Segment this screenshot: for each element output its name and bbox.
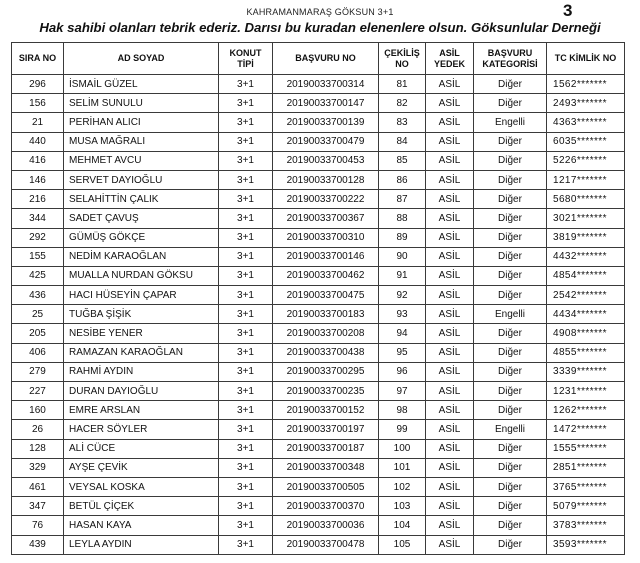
basvuru-no-cell: 20190033700147 bbox=[273, 94, 379, 113]
table-row bbox=[12, 286, 625, 305]
cekilis-no-cell: 87 bbox=[379, 190, 426, 209]
konut-tipi-cell: 3+1 bbox=[219, 228, 273, 247]
results-table bbox=[11, 42, 625, 555]
basvuru-kategorisi-cell: Diğer bbox=[474, 132, 547, 151]
ad-soyad-cell: RAHMİ AYDIN bbox=[64, 362, 219, 381]
document-header: KAHRAMANMARAŞ GÖKSUN 3+1 bbox=[246, 7, 394, 17]
asil-yedek-cell: ASİL bbox=[426, 94, 474, 113]
sira-no-cell: 155 bbox=[12, 247, 64, 266]
table-row bbox=[12, 228, 625, 247]
tc-kimlik-no-cell: 1472******* bbox=[547, 420, 625, 439]
tc-kimlik-no-cell: 3021******* bbox=[547, 209, 625, 228]
konut-tipi-cell: 3+1 bbox=[219, 94, 273, 113]
basvuru-no-cell: 20190033700128 bbox=[273, 170, 379, 189]
basvuru-kategorisi-cell: Diğer bbox=[474, 228, 547, 247]
basvuru-no-cell: 20190033700310 bbox=[273, 228, 379, 247]
tc-kimlik-no-cell: 2493******* bbox=[547, 94, 625, 113]
asil-yedek-cell: ASİL bbox=[426, 439, 474, 458]
ad-soyad-cell: ALİ CÜCE bbox=[64, 439, 219, 458]
konut-tipi-cell: 3+1 bbox=[219, 170, 273, 189]
column-header-cekilis-no: ÇEKİLİŞ NO bbox=[379, 43, 426, 75]
table-row bbox=[12, 151, 625, 170]
sira-no-cell: 76 bbox=[12, 516, 64, 535]
column-header-basvuru-kategorisi: BAŞVURU KATEGORİSİ bbox=[474, 43, 547, 75]
tc-kimlik-no-cell: 5226******* bbox=[547, 151, 625, 170]
asil-yedek-cell: ASİL bbox=[426, 420, 474, 439]
ad-soyad-cell: MUALLA NURDAN GÖKSU bbox=[64, 266, 219, 285]
ad-soyad-cell: TUĞBA ŞİŞİK bbox=[64, 305, 219, 324]
table-row bbox=[12, 247, 625, 266]
table-row bbox=[12, 209, 625, 228]
tc-kimlik-no-cell: 4854******* bbox=[547, 266, 625, 285]
basvuru-kategorisi-cell: Diğer bbox=[474, 324, 547, 343]
asil-yedek-cell: ASİL bbox=[426, 286, 474, 305]
table-row bbox=[12, 266, 625, 285]
column-header-tc-kimlik-no: TC KİMLİK NO bbox=[547, 43, 625, 75]
table-row bbox=[12, 170, 625, 189]
table-row bbox=[12, 382, 625, 401]
konut-tipi-cell: 3+1 bbox=[219, 516, 273, 535]
table-row bbox=[12, 420, 625, 439]
konut-tipi-cell: 3+1 bbox=[219, 439, 273, 458]
ad-soyad-cell: DURAN DAYIOĞLU bbox=[64, 382, 219, 401]
asil-yedek-cell: ASİL bbox=[426, 170, 474, 189]
asil-yedek-cell: ASİL bbox=[426, 75, 474, 94]
column-header-basvuru-no: BAŞVURU NO bbox=[273, 43, 379, 75]
basvuru-no-cell: 20190033700235 bbox=[273, 382, 379, 401]
ad-soyad-cell: HACI HÜSEYİN ÇAPAR bbox=[64, 286, 219, 305]
sira-no-cell: 439 bbox=[12, 535, 64, 554]
table-header-row bbox=[12, 43, 625, 75]
asil-yedek-cell: ASİL bbox=[426, 228, 474, 247]
tc-kimlik-no-cell: 4363******* bbox=[547, 113, 625, 132]
sira-no-cell: 26 bbox=[12, 420, 64, 439]
table-row bbox=[12, 516, 625, 535]
konut-tipi-cell: 3+1 bbox=[219, 266, 273, 285]
ad-soyad-cell: PERİHAN ALICI bbox=[64, 113, 219, 132]
column-header-asil-yedek: ASİL YEDEK bbox=[426, 43, 474, 75]
sira-no-cell: 227 bbox=[12, 382, 64, 401]
cekilis-no-cell: 85 bbox=[379, 151, 426, 170]
asil-yedek-cell: ASİL bbox=[426, 190, 474, 209]
basvuru-no-cell: 20190033700036 bbox=[273, 516, 379, 535]
tc-kimlik-no-cell: 1562******* bbox=[547, 75, 625, 94]
konut-tipi-cell: 3+1 bbox=[219, 190, 273, 209]
basvuru-no-cell: 20190033700367 bbox=[273, 209, 379, 228]
konut-tipi-cell: 3+1 bbox=[219, 305, 273, 324]
basvuru-kategorisi-cell: Diğer bbox=[474, 497, 547, 516]
sira-no-cell: 344 bbox=[12, 209, 64, 228]
table-row bbox=[12, 75, 625, 94]
tc-kimlik-no-cell: 1217******* bbox=[547, 170, 625, 189]
asil-yedek-cell: ASİL bbox=[426, 497, 474, 516]
tc-kimlik-no-cell: 5079******* bbox=[547, 497, 625, 516]
sira-no-cell: 128 bbox=[12, 439, 64, 458]
konut-tipi-cell: 3+1 bbox=[219, 113, 273, 132]
sira-no-cell: 279 bbox=[12, 362, 64, 381]
basvuru-kategorisi-cell: Engelli bbox=[474, 113, 547, 132]
ad-soyad-cell: SERVET DAYIOĞLU bbox=[64, 170, 219, 189]
sira-no-cell: 21 bbox=[12, 113, 64, 132]
tc-kimlik-no-cell: 2851******* bbox=[547, 458, 625, 477]
sira-no-cell: 436 bbox=[12, 286, 64, 305]
cekilis-no-cell: 86 bbox=[379, 170, 426, 189]
table-row bbox=[12, 324, 625, 343]
cekilis-no-cell: 101 bbox=[379, 458, 426, 477]
asil-yedek-cell: ASİL bbox=[426, 132, 474, 151]
tc-kimlik-no-cell: 4432******* bbox=[547, 247, 625, 266]
tc-kimlik-no-cell: 4434******* bbox=[547, 305, 625, 324]
konut-tipi-cell: 3+1 bbox=[219, 535, 273, 554]
sira-no-cell: 25 bbox=[12, 305, 64, 324]
cekilis-no-cell: 88 bbox=[379, 209, 426, 228]
sira-no-cell: 329 bbox=[12, 458, 64, 477]
ad-soyad-cell: AYŞE ÇEVİK bbox=[64, 458, 219, 477]
sira-no-cell: 461 bbox=[12, 477, 64, 496]
ad-soyad-cell: BETÜL ÇİÇEK bbox=[64, 497, 219, 516]
sira-no-cell: 292 bbox=[12, 228, 64, 247]
basvuru-kategorisi-cell: Diğer bbox=[474, 401, 547, 420]
table-body bbox=[12, 75, 625, 555]
basvuru-kategorisi-cell: Diğer bbox=[474, 535, 547, 554]
sira-no-cell: 406 bbox=[12, 343, 64, 362]
tc-kimlik-no-cell: 4908******* bbox=[547, 324, 625, 343]
basvuru-kategorisi-cell: Diğer bbox=[474, 343, 547, 362]
basvuru-kategorisi-cell: Engelli bbox=[474, 305, 547, 324]
table-row bbox=[12, 535, 625, 554]
basvuru-kategorisi-cell: Diğer bbox=[474, 516, 547, 535]
tc-kimlik-no-cell: 3819******* bbox=[547, 228, 625, 247]
basvuru-kategorisi-cell: Diğer bbox=[474, 477, 547, 496]
basvuru-no-cell: 20190033700222 bbox=[273, 190, 379, 209]
konut-tipi-cell: 3+1 bbox=[219, 286, 273, 305]
cekilis-no-cell: 95 bbox=[379, 343, 426, 362]
basvuru-no-cell: 20190033700197 bbox=[273, 420, 379, 439]
asil-yedek-cell: ASİL bbox=[426, 247, 474, 266]
konut-tipi-cell: 3+1 bbox=[219, 420, 273, 439]
cekilis-no-cell: 93 bbox=[379, 305, 426, 324]
basvuru-no-cell: 20190033700478 bbox=[273, 535, 379, 554]
cekilis-no-cell: 105 bbox=[379, 535, 426, 554]
konut-tipi-cell: 3+1 bbox=[219, 401, 273, 420]
cekilis-no-cell: 82 bbox=[379, 94, 426, 113]
table-row bbox=[12, 401, 625, 420]
konut-tipi-cell: 3+1 bbox=[219, 209, 273, 228]
cekilis-no-cell: 89 bbox=[379, 228, 426, 247]
cekilis-no-cell: 97 bbox=[379, 382, 426, 401]
sira-no-cell: 347 bbox=[12, 497, 64, 516]
cekilis-no-cell: 94 bbox=[379, 324, 426, 343]
tc-kimlik-no-cell: 2542******* bbox=[547, 286, 625, 305]
basvuru-no-cell: 20190033700348 bbox=[273, 458, 379, 477]
basvuru-no-cell: 20190033700505 bbox=[273, 477, 379, 496]
basvuru-no-cell: 20190033700187 bbox=[273, 439, 379, 458]
cekilis-no-cell: 81 bbox=[379, 75, 426, 94]
asil-yedek-cell: ASİL bbox=[426, 266, 474, 285]
sira-no-cell: 440 bbox=[12, 132, 64, 151]
sira-no-cell: 156 bbox=[12, 94, 64, 113]
asil-yedek-cell: ASİL bbox=[426, 324, 474, 343]
asil-yedek-cell: ASİL bbox=[426, 458, 474, 477]
basvuru-no-cell: 20190033700183 bbox=[273, 305, 379, 324]
table-row bbox=[12, 497, 625, 516]
cekilis-no-cell: 92 bbox=[379, 286, 426, 305]
konut-tipi-cell: 3+1 bbox=[219, 458, 273, 477]
table-row bbox=[12, 362, 625, 381]
basvuru-kategorisi-cell: Diğer bbox=[474, 458, 547, 477]
tc-kimlik-no-cell: 3593******* bbox=[547, 535, 625, 554]
asil-yedek-cell: ASİL bbox=[426, 343, 474, 362]
asil-yedek-cell: ASİL bbox=[426, 151, 474, 170]
cekilis-no-cell: 104 bbox=[379, 516, 426, 535]
column-header-sira-no: SIRA NO bbox=[12, 43, 64, 75]
cekilis-no-cell: 98 bbox=[379, 401, 426, 420]
cekilis-no-cell: 100 bbox=[379, 439, 426, 458]
cekilis-no-cell: 99 bbox=[379, 420, 426, 439]
basvuru-kategorisi-cell: Diğer bbox=[474, 151, 547, 170]
ad-soyad-cell: LEYLA AYDIN bbox=[64, 535, 219, 554]
asil-yedek-cell: ASİL bbox=[426, 362, 474, 381]
konut-tipi-cell: 3+1 bbox=[219, 497, 273, 516]
basvuru-kategorisi-cell: Diğer bbox=[474, 382, 547, 401]
ad-soyad-cell: NESİBE YENER bbox=[64, 324, 219, 343]
konut-tipi-cell: 3+1 bbox=[219, 151, 273, 170]
table-row bbox=[12, 113, 625, 132]
cekilis-no-cell: 83 bbox=[379, 113, 426, 132]
ad-soyad-cell: GÜMÜŞ GÖKÇE bbox=[64, 228, 219, 247]
ad-soyad-cell: NEDİM KARAOĞLAN bbox=[64, 247, 219, 266]
asil-yedek-cell: ASİL bbox=[426, 535, 474, 554]
basvuru-no-cell: 20190033700462 bbox=[273, 266, 379, 285]
basvuru-kategorisi-cell: Diğer bbox=[474, 247, 547, 266]
ad-soyad-cell: İSMAİL GÜZEL bbox=[64, 75, 219, 94]
ad-soyad-cell: VEYSAL KOSKA bbox=[64, 477, 219, 496]
cekilis-no-cell: 103 bbox=[379, 497, 426, 516]
basvuru-kategorisi-cell: Engelli bbox=[474, 420, 547, 439]
ad-soyad-cell: HASAN KAYA bbox=[64, 516, 219, 535]
ad-soyad-cell: MEHMET AVCU bbox=[64, 151, 219, 170]
konut-tipi-cell: 3+1 bbox=[219, 324, 273, 343]
konut-tipi-cell: 3+1 bbox=[219, 247, 273, 266]
basvuru-kategorisi-cell: Diğer bbox=[474, 75, 547, 94]
basvuru-no-cell: 20190033700295 bbox=[273, 362, 379, 381]
table-row bbox=[12, 305, 625, 324]
sira-no-cell: 296 bbox=[12, 75, 64, 94]
ad-soyad-cell: SELİM SUNULU bbox=[64, 94, 219, 113]
basvuru-kategorisi-cell: Diğer bbox=[474, 190, 547, 209]
sira-no-cell: 416 bbox=[12, 151, 64, 170]
asil-yedek-cell: ASİL bbox=[426, 113, 474, 132]
cekilis-no-cell: 102 bbox=[379, 477, 426, 496]
ad-soyad-cell: SELAHİTTİN ÇALIK bbox=[64, 190, 219, 209]
cekilis-no-cell: 91 bbox=[379, 266, 426, 285]
sira-no-cell: 205 bbox=[12, 324, 64, 343]
table-row bbox=[12, 94, 625, 113]
konut-tipi-cell: 3+1 bbox=[219, 382, 273, 401]
cekilis-no-cell: 84 bbox=[379, 132, 426, 151]
tc-kimlik-no-cell: 3339******* bbox=[547, 362, 625, 381]
asil-yedek-cell: ASİL bbox=[426, 209, 474, 228]
konut-tipi-cell: 3+1 bbox=[219, 75, 273, 94]
basvuru-no-cell: 20190033700146 bbox=[273, 247, 379, 266]
asil-yedek-cell: ASİL bbox=[426, 305, 474, 324]
asil-yedek-cell: ASİL bbox=[426, 516, 474, 535]
ad-soyad-cell: EMRE ARSLAN bbox=[64, 401, 219, 420]
table-row bbox=[12, 458, 625, 477]
basvuru-no-cell: 20190033700479 bbox=[273, 132, 379, 151]
asil-yedek-cell: ASİL bbox=[426, 477, 474, 496]
basvuru-kategorisi-cell: Diğer bbox=[474, 94, 547, 113]
sira-no-cell: 425 bbox=[12, 266, 64, 285]
basvuru-kategorisi-cell: Diğer bbox=[474, 209, 547, 228]
basvuru-no-cell: 20190033700370 bbox=[273, 497, 379, 516]
konut-tipi-cell: 3+1 bbox=[219, 343, 273, 362]
konut-tipi-cell: 3+1 bbox=[219, 362, 273, 381]
table-row bbox=[12, 132, 625, 151]
congratulation-subtitle: Hak sahibi olanları tebrik ederiz. Darısı bu kuradan elenenlere olsun. Göksunlular Derneği bbox=[39, 20, 601, 35]
column-header-ad-soyad: AD SOYAD bbox=[64, 43, 219, 75]
table-row bbox=[12, 439, 625, 458]
cekilis-no-cell: 96 bbox=[379, 362, 426, 381]
basvuru-kategorisi-cell: Diğer bbox=[474, 286, 547, 305]
table-row bbox=[12, 190, 625, 209]
tc-kimlik-no-cell: 1555******* bbox=[547, 439, 625, 458]
basvuru-kategorisi-cell: Diğer bbox=[474, 266, 547, 285]
tc-kimlik-no-cell: 3765******* bbox=[547, 477, 625, 496]
basvuru-no-cell: 20190033700314 bbox=[273, 75, 379, 94]
tc-kimlik-no-cell: 1262******* bbox=[547, 401, 625, 420]
column-header-konut-tipi: KONUT TİPİ bbox=[219, 43, 273, 75]
page-number: 3 bbox=[563, 1, 573, 20]
konut-tipi-cell: 3+1 bbox=[219, 132, 273, 151]
ad-soyad-cell: MUSA MAĞRALI bbox=[64, 132, 219, 151]
tc-kimlik-no-cell: 5680******* bbox=[547, 190, 625, 209]
tc-kimlik-no-cell: 6035******* bbox=[547, 132, 625, 151]
basvuru-no-cell: 20190033700475 bbox=[273, 286, 379, 305]
ad-soyad-cell: SADET ÇAVUŞ bbox=[64, 209, 219, 228]
sira-no-cell: 160 bbox=[12, 401, 64, 420]
cekilis-no-cell: 90 bbox=[379, 247, 426, 266]
basvuru-kategorisi-cell: Diğer bbox=[474, 362, 547, 381]
asil-yedek-cell: ASİL bbox=[426, 382, 474, 401]
table-row bbox=[12, 477, 625, 496]
konut-tipi-cell: 3+1 bbox=[219, 477, 273, 496]
table-row bbox=[12, 343, 625, 362]
ad-soyad-cell: HACER SÖYLER bbox=[64, 420, 219, 439]
basvuru-kategorisi-cell: Diğer bbox=[474, 170, 547, 189]
basvuru-no-cell: 20190033700139 bbox=[273, 113, 379, 132]
basvuru-kategorisi-cell: Diğer bbox=[474, 439, 547, 458]
tc-kimlik-no-cell: 1231******* bbox=[547, 382, 625, 401]
basvuru-no-cell: 20190033700208 bbox=[273, 324, 379, 343]
basvuru-no-cell: 20190033700152 bbox=[273, 401, 379, 420]
sira-no-cell: 216 bbox=[12, 190, 64, 209]
basvuru-no-cell: 20190033700453 bbox=[273, 151, 379, 170]
tc-kimlik-no-cell: 4855******* bbox=[547, 343, 625, 362]
tc-kimlik-no-cell: 3783******* bbox=[547, 516, 625, 535]
asil-yedek-cell: ASİL bbox=[426, 401, 474, 420]
basvuru-no-cell: 20190033700438 bbox=[273, 343, 379, 362]
ad-soyad-cell: RAMAZAN KARAOĞLAN bbox=[64, 343, 219, 362]
sira-no-cell: 146 bbox=[12, 170, 64, 189]
